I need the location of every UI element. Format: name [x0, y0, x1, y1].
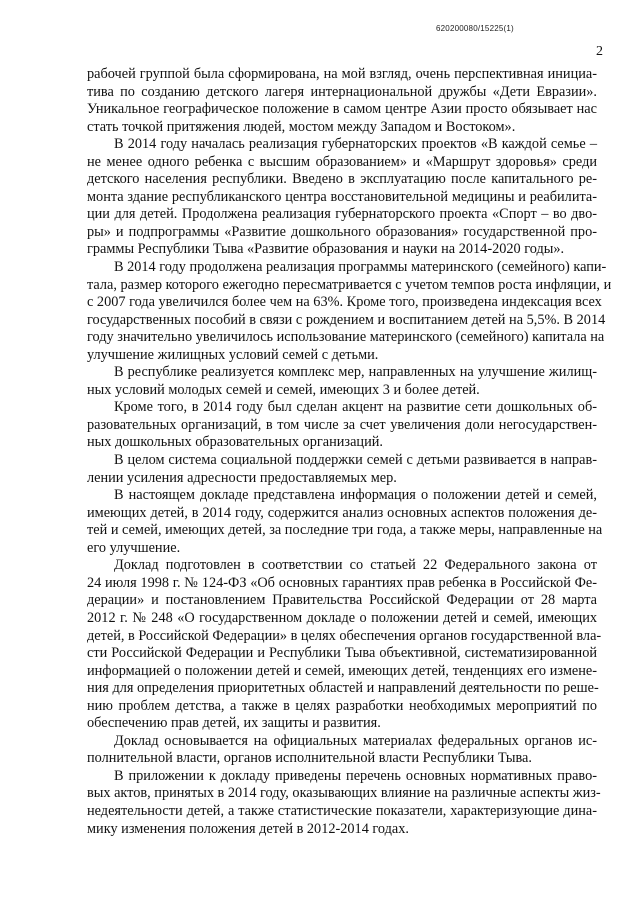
text-line: 2012 г. № 248 «О государственном докладе о положении детей и семей, имеющих	[87, 609, 597, 626]
text-line: детей, в Российской Федерации» в целях обеспечения органов государственной вла-	[87, 627, 602, 644]
text-line: ния для определения приоритетных областей и направлений деятельности по реше-	[87, 680, 599, 697]
paragraph-first-line: В настоящем докладе представлена информация о положении детей и семей,	[114, 487, 597, 504]
text-line: недеятельности детей, а также статистические показатели, характеризующие дина-	[87, 802, 597, 819]
paragraph-first-line: В целом система социальной поддержки семей с детьми развивается в направ-	[114, 452, 597, 469]
text-line: ры» и подпрограммы «Развитие дошкольного образования» государственной про-	[87, 223, 597, 240]
text-line: граммы Республики Тыва «Развитие образования и науки на 2014-2020 годы».	[87, 241, 565, 258]
text-line: с 2007 года увеличился более чем на 63%. Кроме того, произведена индексация всех	[87, 294, 602, 311]
text-line: разовательных организаций, в том числе за счет увеличения доли негосударствен-	[87, 416, 597, 433]
text-line: тей и семей, имеющих детей, за последние три года, а также меры, направленные на	[87, 522, 603, 539]
text-line: информацией о положении детей и семей, имеющих детей, тенденциях его измене-	[87, 662, 597, 679]
text-line: его улучшение.	[87, 539, 181, 556]
paragraph-first-line: В республике реализуется комплекс мер, направленных на улучшение жилищ-	[114, 364, 597, 381]
text-line: лении усиления адресности предоставляемых мер.	[87, 469, 397, 486]
paragraph-first-line: В 2014 году началась реализация губернаторских проектов «В каждой семье –	[114, 136, 597, 153]
paragraph-first-line: В приложении к докладу приведены перечень основных нормативных право-	[114, 767, 597, 784]
text-line: тала, размер которого ежегодно пересматривается с учетом темпов роста инфляции, и	[87, 276, 612, 293]
text-line: 24 июля 1998 г. № 124-ФЗ «Об основных гарантиях прав ребенка в Российской Фе-	[87, 574, 597, 591]
text-line: стать точкой притяжения людей, мостом между Западом и Востоком».	[87, 118, 516, 135]
document-body	[87, 66, 612, 838]
text-line: вых актов, принятых в 2014 году, оказывающих влияние на различные аспекты жиз-	[87, 785, 601, 802]
text-line: ции для детей. Продолжена реализация губернаторского проекта «Спорт – во дво-	[87, 206, 597, 223]
document-code: 620200080/15225(1)	[436, 24, 514, 33]
text-line: полнительной власти, органов исполнительной власти Республики Тыва.	[87, 750, 532, 767]
text-line: сти Российской Федерации и Республики Тыва объективной, систематизированной	[87, 645, 597, 662]
text-line: имеющих детей, в 2014 году, содержится анализ основных аспектов положения де-	[87, 504, 597, 521]
paragraph-first-line: В 2014 году продолжена реализация программы материнского (семейного) капи-	[114, 259, 607, 276]
text-line: обеспечению прав детей, их защиты и развития.	[87, 715, 381, 732]
text-line: году значительно увеличилось использование материнского (семейного) капитала на	[87, 329, 605, 346]
text-line: улучшение жилищных условий семей с детьми.	[87, 346, 379, 363]
text-line: монта здание республиканского центра восстановительной медицины и реабилита-	[87, 188, 597, 205]
paragraph-first-line: Кроме того, в 2014 году был сделан акцент на развитие сети дошкольных об-	[114, 399, 597, 416]
text-line: ных условий молодых семей и семей, имеющих 3 и более детей.	[87, 381, 480, 398]
text-line: не менее одного ребенка с высшим образованием» и «Маршрут здоровья» среди	[87, 153, 597, 170]
text-line: детского населения республики. Введено в эксплуатацию после капитального ре-	[87, 171, 597, 188]
paragraph-first-line: Доклад основывается на официальных материалах федеральных органов ис-	[114, 732, 597, 749]
paragraph-first-line: Доклад подготовлен в соответствии со статьей 22 Федерального закона от	[114, 557, 597, 574]
text-line: Уникальное географическое положение в самом центре Азии просто обязывает нас	[87, 101, 597, 118]
text-line: мику изменения положения детей в 2012-2014 годах.	[87, 820, 410, 837]
text-line: ных дошкольных образовательных организаций.	[87, 434, 383, 451]
text-line: дерации» и постановлением Правительства Российской Федерации от 28 марта	[87, 592, 597, 609]
page-number: 2	[596, 44, 603, 59]
text-line: рабочей группой была сформирована, на мой взгляд, очень перспективная инициа-	[87, 66, 597, 82]
text-line: государственных пособий в связи с рождением и воспитанием детей на 5,5%. В 2014	[87, 311, 606, 328]
text-line: нию проблем детства, а также в целях разработки необходимых мероприятий по	[87, 697, 597, 714]
text-line: тива по созданию детского лагеря интернациональной дружбы «Дети Евразии».	[87, 83, 597, 100]
